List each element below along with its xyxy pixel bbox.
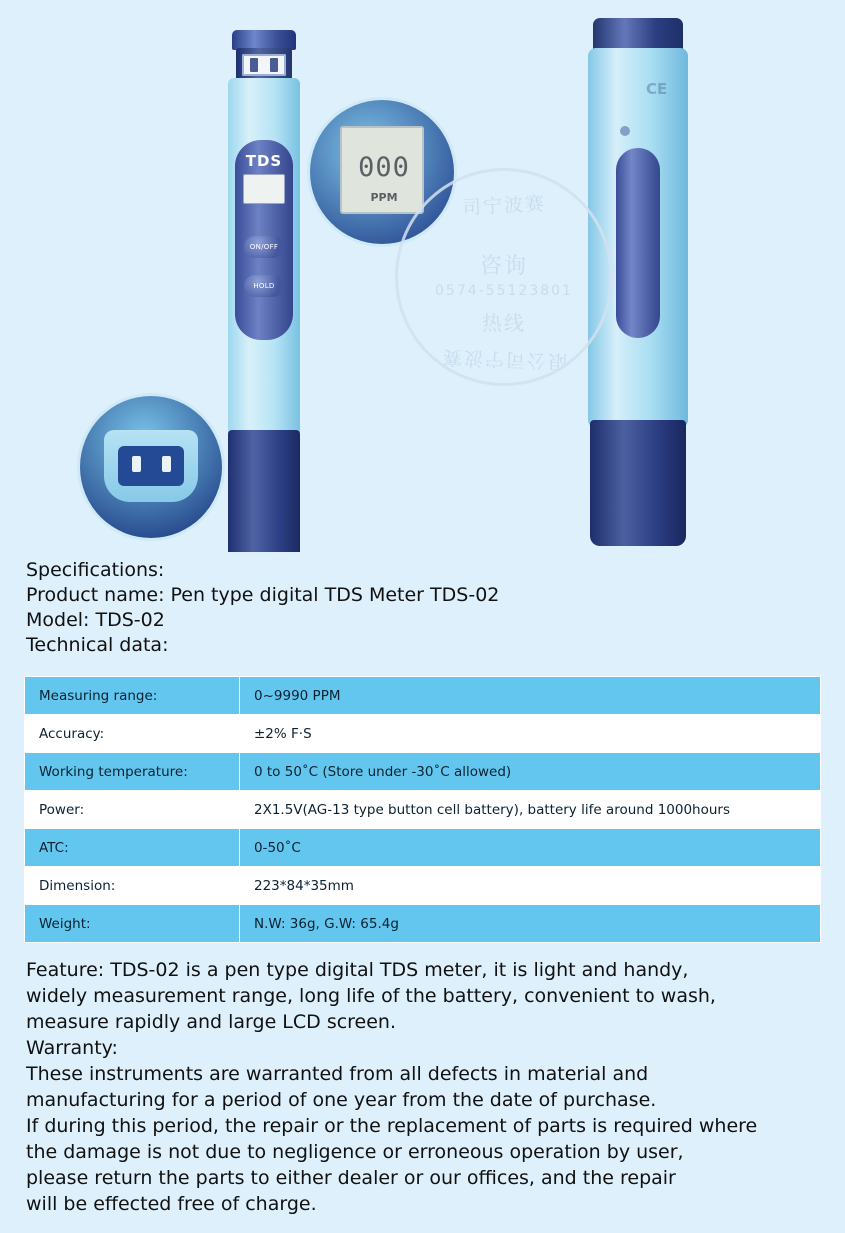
warranty-line-2: manufacturing for a period of one year from the date of purchase. xyxy=(26,1089,657,1111)
watermark-line-mid: 咨询 xyxy=(479,254,528,279)
watermark-phone: 0574-55123801 xyxy=(435,283,573,299)
feature-line-3: measure rapidly and large LCD screen. xyxy=(26,1011,397,1033)
table-row xyxy=(25,715,821,753)
lcd-unit-label: PPM xyxy=(370,191,398,204)
meter-cap xyxy=(593,18,683,52)
meter-control-panel xyxy=(235,140,293,340)
probe-closeup-inset xyxy=(80,396,222,538)
spec-key: Measuring range: xyxy=(25,677,240,715)
meter-grip-back xyxy=(590,420,686,546)
spec-value: ±2% F·S xyxy=(240,715,821,753)
watermark-line-bottom: 限公司宁波赛 xyxy=(440,345,568,373)
warranty-line-3: If during this period, the repair or the replacement of parts is required where xyxy=(26,1115,758,1137)
watermark-stamp xyxy=(395,168,613,386)
probe-cap-icon xyxy=(232,30,296,50)
spec-value: 0 to 50˚C (Store under -30˚C allowed) xyxy=(240,753,821,791)
feature-warranty-section xyxy=(0,943,845,1217)
technical-data-table xyxy=(24,676,821,943)
hold-button: HOLD xyxy=(244,275,284,297)
table-row xyxy=(25,905,821,943)
feature-line-1: Feature: TDS-02 is a pen type digital TDS meter, it is light and handy, xyxy=(26,959,689,981)
spec-key: Working temperature: xyxy=(25,753,240,791)
warranty-line-5: please return the parts to either dealer or our offices, and the repair xyxy=(26,1167,676,1189)
probe-electrodes xyxy=(242,54,286,76)
lcd-reading: 000 xyxy=(358,152,410,183)
table-row xyxy=(25,753,821,791)
spec-key: Accuracy: xyxy=(25,715,240,753)
technical-data-title: Technical data: xyxy=(26,634,169,656)
ce-mark-icon: CE xyxy=(646,80,668,98)
spec-key: ATC: xyxy=(25,829,240,867)
spec-key: Weight: xyxy=(25,905,240,943)
specifications-title: Specifications: xyxy=(26,559,165,581)
power-button: ON/OFF xyxy=(244,236,284,258)
product-image-area xyxy=(0,0,845,552)
watermark-hotline: 热线 xyxy=(482,311,526,335)
spec-value: 2X1.5V(AG-13 type button cell battery), battery life around 1000hours xyxy=(240,791,821,829)
spec-value: 0-50˚C xyxy=(240,829,821,867)
table-row xyxy=(25,867,821,905)
probe-slot xyxy=(118,446,184,486)
tds-meter-front-view xyxy=(228,30,300,545)
warranty-title: Warranty: xyxy=(26,1037,118,1059)
table-row xyxy=(25,829,821,867)
watermark-line-top: 司宁波赛 xyxy=(461,192,547,220)
product-name-line: Product name: Pen type digital TDS Meter TDS-02 xyxy=(26,584,500,606)
meter-grip xyxy=(228,430,300,552)
probe-pin-left xyxy=(132,456,141,472)
table-row xyxy=(25,677,821,715)
spec-value: 0~9990 PPM xyxy=(240,677,821,715)
spec-key: Power: xyxy=(25,791,240,829)
battery-cover xyxy=(616,148,660,338)
feature-line-2: widely measurement range, long life of the battery, convenient to wash, xyxy=(26,985,716,1007)
warranty-line-6: will be effected free of charge. xyxy=(26,1193,317,1215)
specifications-header xyxy=(0,552,845,658)
probe-pin-right xyxy=(162,456,171,472)
model-line: Model: TDS-02 xyxy=(26,609,165,631)
meter-lcd-screen xyxy=(243,174,285,204)
brand-label: TDS xyxy=(245,152,283,170)
warranty-line-4: the damage is not due to negligence or erroneous operation by user, xyxy=(26,1141,684,1163)
screw-icon xyxy=(620,126,630,136)
spec-value: 223*84*35mm xyxy=(240,867,821,905)
spec-key: Dimension: xyxy=(25,867,240,905)
table-row xyxy=(25,791,821,829)
spec-value: N.W: 36g, G.W: 65.4g xyxy=(240,905,821,943)
warranty-line-1: These instruments are warranted from all defects in material and xyxy=(26,1063,649,1085)
